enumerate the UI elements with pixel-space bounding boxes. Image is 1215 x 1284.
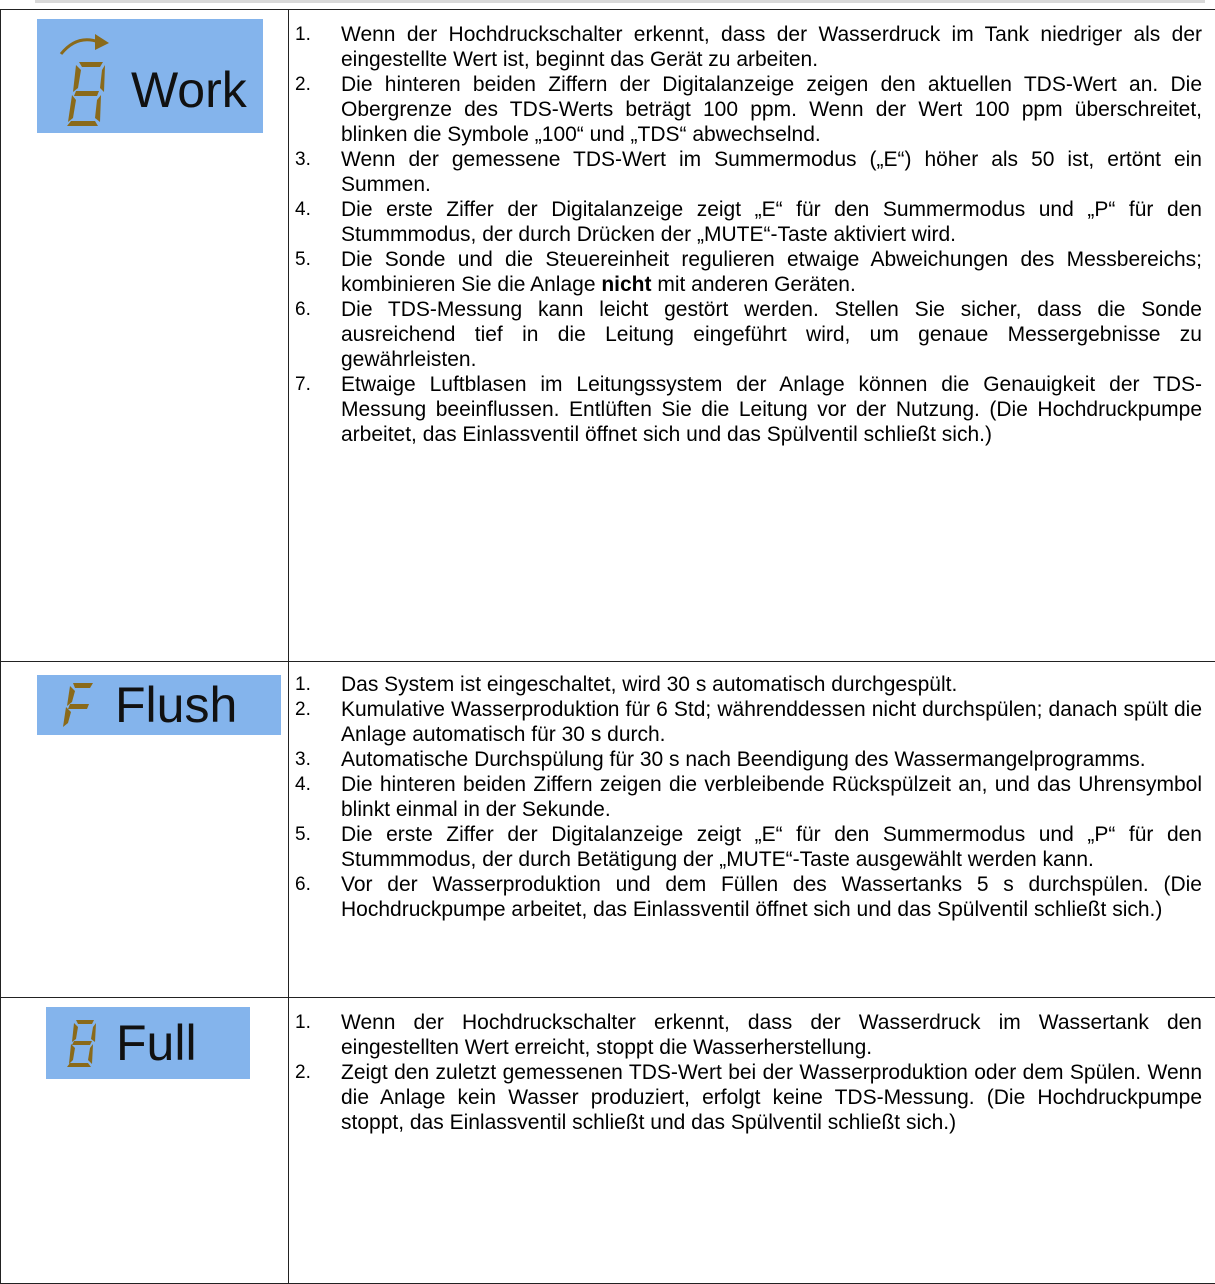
- mode-table: [0, 9, 1215, 1284]
- top-rule: [35, 0, 1205, 3]
- table-row-full: [1, 998, 1215, 1284]
- list-item: 4. Die erste Ziffer der Digitalanzeige zeigt „E“ für den Summermodus und „P“ für den Stummmodus, der durch Drücken der „MUTE“-Taste aktiviert wird.: [289, 197, 1202, 247]
- mode-label: Full: [116, 1014, 197, 1072]
- list-item: 3. Wenn der gemessene TDS-Wert im Summermodus („E“) höher als 50 ist, ertönt ein Summen.: [289, 147, 1202, 197]
- mode-icon-cell: [1, 998, 289, 1284]
- list-item: 4. Die hinteren beiden Ziffern zeigen die verbleibende Rückspülzeit an, und das Uhrensymbol blinkt einmal in der Sekunde.: [289, 772, 1202, 822]
- instruction-list: [289, 662, 1215, 922]
- list-item: 3. Automatische Durchspülung für 30 s nach Beendigung des Wassermangelprogramms.: [289, 747, 1202, 772]
- mode-badge-flush: [37, 675, 281, 735]
- description-cell: [289, 10, 1215, 662]
- instruction-list: [289, 10, 1215, 447]
- f-segment-digit-icon: [61, 679, 95, 731]
- mode-label: Flush: [115, 676, 237, 734]
- list-item: 6. Die TDS-Messung kann leicht gestört werden. Stellen Sie sicher, dass die Sonde ausreichend tief in die Leitung eingeführt wird, um genaue Messergebnisse zu gewährleisten.: [289, 297, 1202, 372]
- list-item: 5. Die Sonde und die Steuereinheit regulieren etwaige Abweichungen des Messbereichs; kombinieren Sie die Anlage nicht mit anderen Geräten.: [289, 247, 1202, 297]
- mode-badge-work: [37, 19, 263, 133]
- list-item: 2. Zeigt den zuletzt gemessenen TDS-Wert bei der Wasserproduktion oder dem Spülen. Wenn die Anlage kein Wasser produziert, erfolgt keine TDS-Messung. (Die Hochdruckpumpe stoppt, das Einlassventil schließt und das Spülventil schließt sich.): [289, 1060, 1202, 1135]
- table-row-flush: [1, 662, 1215, 998]
- eight-segment-digit-icon: [64, 1014, 98, 1072]
- list-item: 1. Wenn der Hochdruckschalter erkennt, dass der Wasserdruck im Tank niedriger als der eingestellte Wert ist, beginnt das Gerät zu arbeiten.: [289, 22, 1202, 72]
- list-item: 6. Vor der Wasserproduktion und dem Füllen des Wassertanks 5 s durchspülen. (Die Hochdruckpumpe arbeitet, das Einlassventil öffnet sich und das Spülventil schließt sich.): [289, 872, 1202, 922]
- list-item: 5. Die erste Ziffer der Digitalanzeige zeigt „E“ für den Summermodus und „P“ für den Stummmodus, der durch Betätigung der „MUTE“-Taste ausgewählt werden kann.: [289, 822, 1202, 872]
- segment-digit-arrow-icon: [57, 24, 119, 128]
- list-item: 1. Das System ist eingeschaltet, wird 30 s automatisch durchgespült.: [289, 672, 1202, 697]
- table-row-work: [1, 10, 1215, 662]
- mode-badge-full: [46, 1007, 250, 1079]
- mode-icon-cell: [1, 662, 289, 998]
- description-cell: [289, 662, 1215, 998]
- list-item: 2. Kumulative Wasserproduktion für 6 Std; währenddessen nicht durchspülen; danach spült die Anlage automatisch für 30 s durch.: [289, 697, 1202, 747]
- instruction-list: [289, 998, 1215, 1135]
- list-item: 2. Die hinteren beiden Ziffern der Digitalanzeige zeigen den aktuellen TDS-Wert an. Die Obergrenze des TDS-Werts beträgt 100 ppm. Wenn der Wert 100 ppm überschreitet, blinken die Symbole „100“ und „TDS“ abwechselnd.: [289, 72, 1202, 147]
- mode-icon-cell: [1, 10, 289, 662]
- description-cell: [289, 998, 1215, 1284]
- list-item: 1. Wenn der Hochdruckschalter erkennt, dass der Wasserdruck im Wassertank den eingestellten Wert erreicht, stoppt die Wasserherstellung.: [289, 1010, 1202, 1060]
- list-item: 7. Etwaige Luftblasen im Leitungssystem der Anlage können die Genauigkeit der TDS-Messung beeinflussen. Entlüften Sie die Leitung vor der Nutzung. (Die Hochdruckpumpe arbeitet, das Einlassventil öffnet sich und das Spülventil schließt sich.): [289, 372, 1202, 447]
- mode-label: Work: [131, 61, 247, 119]
